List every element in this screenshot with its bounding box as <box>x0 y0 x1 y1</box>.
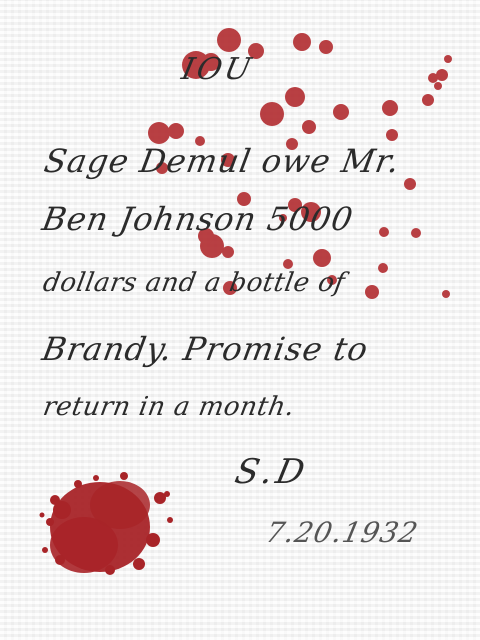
blood-drop <box>434 82 442 90</box>
note-line: dollars and a bottle of <box>40 268 348 298</box>
blood-drop <box>378 263 388 273</box>
blood-drop <box>285 87 305 107</box>
blood-drop <box>422 94 434 106</box>
note-line: Ben Johnson 5000 <box>39 200 357 238</box>
blood-drop <box>379 227 389 237</box>
note-line: return in a month. <box>40 392 298 422</box>
note-line: Sage Demul owe Mr. <box>41 142 404 180</box>
blood-drop <box>319 40 333 54</box>
blood-drop <box>386 129 398 141</box>
note-line: Brandy. Promise to <box>39 330 372 368</box>
blood-drop <box>444 55 452 63</box>
blood-drop <box>168 123 184 139</box>
blood-drop <box>217 28 241 52</box>
note-title: IOU <box>178 52 257 87</box>
blood-drop <box>365 285 379 299</box>
blood-drop <box>313 249 331 267</box>
blood-drop <box>222 246 234 258</box>
blood-drop <box>436 69 448 81</box>
blood-drop <box>302 120 316 134</box>
blood-drop <box>442 290 450 298</box>
blood-drop <box>333 104 349 120</box>
blood-drop <box>293 33 311 51</box>
blood-drop <box>411 228 421 238</box>
blood-splatter <box>40 472 174 575</box>
blood-drop <box>382 100 398 116</box>
blood-drop <box>148 122 170 144</box>
blood-drop <box>260 102 284 126</box>
signature: S.D <box>231 452 313 492</box>
blood-drop <box>404 178 416 190</box>
note-date: 7.20.1932 <box>262 516 422 549</box>
